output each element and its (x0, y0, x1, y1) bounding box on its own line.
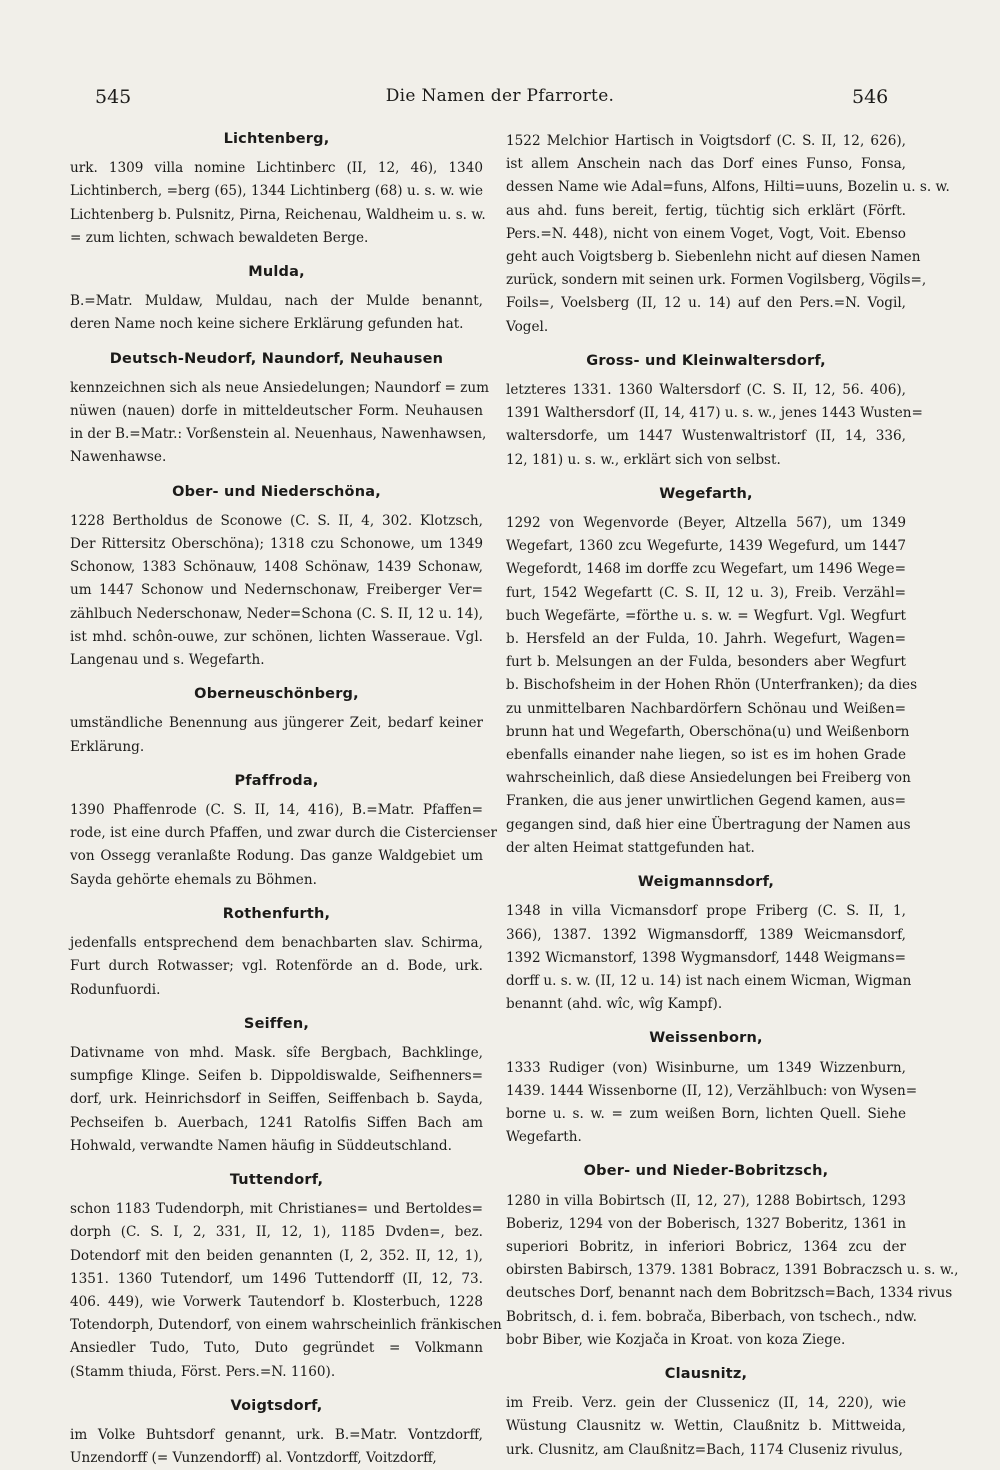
text-line: borne u. s. w. = zum weißen Born, lichten Quell. Siehe (506, 1105, 906, 1122)
entry-heading: Oberneuschönberg, (194, 686, 359, 703)
entry-heading: Voigtsdorf, (230, 1397, 323, 1414)
text-line: Lichtinberch, =berg (65), 1344 Lichtinberg (68) u. s. w. wie (70, 183, 483, 200)
entry-heading: Gross- und Kleinwaltersdorf, (586, 352, 826, 369)
text-line: urk. Clusnitz, am Claußnitz=Bach, 1174 Cluseniz rivulus, (506, 1441, 903, 1458)
text-line: 366), 1387. 1392 Wigmansdorff, 1389 Weicmansdorf, (506, 926, 906, 943)
entry-body (70, 712, 483, 758)
text-line: 406. 449), wie Vorwerk Tautendorf b. Klosterbuch, 1228 (70, 1293, 483, 1310)
entry-heading: Weigmannsdorf, (637, 874, 775, 891)
entry-heading: Mulda, (248, 264, 305, 281)
text-line: Wüstung Clausnitz w. Wettin, Claußnitz b. Mittweida, (506, 1418, 906, 1435)
text-line: Foils=, Voelsberg (II, 12 u. 14) auf den Pers.=N. Vogil, (506, 295, 906, 312)
text-line: sumpfige Klinge. Seifen b. Dippoldiswalde, Seifhenners= (70, 1068, 483, 1085)
text-line: 1333 Rudiger (von) Wisinburne, um 1349 Wizzenburn, (506, 1059, 906, 1076)
entry-heading: Clausnitz, (664, 1365, 748, 1382)
text-line: Langenau und s. Wegefarth. (70, 652, 265, 669)
entry (70, 261, 483, 337)
text-line: Schonow, 1383 Schönauw, 1408 Schönaw, 1439 Schonaw, (70, 559, 483, 576)
text-line: furt b. Melsungen an der Fulda, besonders aber Wegfurt (506, 654, 906, 671)
text-line: ebenfalls einander nahe liegen, so ist es im hohen Grade (506, 747, 906, 764)
text-line: von Ossegg veranlaßte Rodung. Das ganze Waldgebiet um (70, 848, 483, 865)
entry (70, 481, 483, 673)
text-line: Ansiedler Tudo, Tuto, Duto gegründet = Volkmann (70, 1340, 483, 1357)
text-line: Rodunfuordi. (70, 981, 161, 998)
text-line: dorff u. s. w. (II, 12 u. 14) ist nach einem Wicman, Wigman (506, 972, 912, 989)
entry-body (70, 932, 483, 1002)
text-line: 1280 in villa Bobirtsch (II, 12, 27), 1288 Bobirtsch, 1293 (506, 1192, 906, 1209)
entry-body (70, 1042, 483, 1158)
text-line: 1348 in villa Vicmansdorf prope Friberg (C. S. II, 1, (506, 903, 906, 920)
text-line: zählbuch Nederschonaw, Neder=Schona (C. S. II, 12 u. 14), (70, 605, 484, 622)
running-title: Die Namen der Pfarrorte. (385, 86, 615, 106)
text-line: Pers.=N. 448), nicht von einem Voget, Vogt, Voit. Ebenso (506, 225, 906, 242)
text-line: Pechseifen b. Auerbach, 1241 Ratolfis Siffen Bach am (70, 1114, 483, 1131)
text-line: Wegefarth. (506, 1129, 582, 1146)
text-line: 1439. 1444 Wissenborne (II, 12), Verzählbuch: von Wysen= (506, 1082, 918, 1099)
text-line: jedenfalls entsprechend dem benachbarten slav. Schirma, (70, 935, 483, 952)
text-line: B.=Matr. Muldaw, Muldau, nach der Mulde benannt, (70, 293, 483, 310)
entry-heading: Ober- und Nieder-Bobritzsch, (583, 1163, 829, 1180)
right-entries (506, 350, 959, 1462)
entry (506, 1363, 906, 1462)
entry (70, 683, 483, 759)
text-line: obirsten Babirsch, 1379. 1381 Bobracz, 1391 Bobraczsch u. s. w., (506, 1262, 959, 1279)
page-number-right: 546 (852, 86, 889, 108)
text-line: rode, ist eine durch Pfaffen, und zwar durch die Cistercienser (70, 825, 498, 842)
text-line: 1390 Phaffenrode (C. S. II, 14, 416), B.=Matr. Pfaffen= (70, 802, 483, 819)
entry (506, 483, 918, 860)
entry (70, 903, 483, 1002)
text-line: 1351. 1360 Tutendorf, um 1496 Tuttendorff (II, 12, 73. (70, 1270, 483, 1287)
text-line: brunn hat und Wegefarth, Oberschöna(u) und Weißenborn (506, 723, 910, 740)
text-line: Dotendorf mit den beiden genannten (I, 2, 352. II, 12, 1), (70, 1247, 483, 1264)
entry-body (70, 510, 483, 672)
entry-body (70, 1424, 483, 1470)
entry-body (506, 1057, 918, 1150)
entry-heading: Tuttendorf, (229, 1171, 324, 1188)
text-line: Unzendorff (= Vunzendorff) al. Vontzdorff, Voitzdorff, (70, 1450, 437, 1467)
entry-body (70, 1198, 502, 1384)
text-line: 1392 Wicmanstorf, 1398 Wygmansdorf, 1448 Weigmans= (506, 949, 906, 966)
text-line: Totendorph, Dutendorf, von einem wahrscheinlich fränkischen (70, 1317, 502, 1334)
text-line: zurück, sondern mit seinen urk. Formen Vogilsberg, Vögils=, (506, 272, 927, 289)
text-line: = zum lichten, schwach bewaldeten Berge. (70, 229, 369, 246)
entry-body (70, 377, 489, 470)
text-line: im Freib. Verz. gein der Clussenicz (II, 14, 220), wie (506, 1395, 906, 1412)
text-line: waltersdorfe, um 1447 Wustenwaltristorf (II, 14, 336, (506, 428, 906, 445)
text-line: nüwen (nauen) dorfe in mitteldeutscher Form. Neuhausen (70, 403, 483, 420)
text-line: Bobritsch, d. i. fem. bobrača, Biberbach, von tschech., ndw. (506, 1308, 917, 1325)
entry (506, 1160, 959, 1352)
entry-heading: Seiffen, (243, 1015, 310, 1032)
text-line: Dativname von mhd. Mask. sîfe Bergbach, Bachklinge, (70, 1044, 483, 1061)
entry (506, 871, 912, 1016)
text-line: Furt durch Rotwasser; vgl. Rotenförde an d. Bode, urk. (70, 958, 483, 975)
text-line: Vogel. (506, 318, 549, 335)
text-line: kennzeichnen sich als neue Ansiedelungen; Naundorf = zum (70, 379, 489, 396)
text-line: gegangen sind, daß hier eine Übertragung der Namen aus (506, 816, 911, 833)
entry-body (70, 290, 483, 336)
text-line: letzteres 1331. 1360 Waltersdorf (C. S. II, 12, 56. 406), (506, 382, 906, 399)
entry-body (70, 799, 498, 892)
text-line: 1228 Bertholdus de Sconowe (C. S. II, 4, 302. Klotzsch, (70, 512, 483, 529)
text-line: Wegefordt, 1468 im dorffe zcu Wegefart, um 1496 Wege= (506, 561, 906, 578)
entry-body (506, 379, 923, 472)
text-line: dorph (C. S. I, 2, 331, II, 12, 1), 1185 Dvden=, bez. (70, 1224, 483, 1241)
entry-body (506, 900, 912, 1016)
text-line: 1292 von Wegenvorde (Beyer, Altzella 567), um 1349 (506, 515, 906, 532)
entry (70, 1395, 483, 1470)
text-line: Hohwald, verwandte Namen häufig in Süddeutschland. (70, 1137, 452, 1154)
entry-heading: Deutsch-Neudorf, Naundorf, Neuhausen (109, 350, 444, 367)
text-line: wahrscheinlich, daß diese Ansiedelungen bei Freiberg von (506, 770, 911, 787)
entry-heading: Lichtenberg, (223, 131, 330, 147)
text-line: (Stamm thiuda, Först. Pers.=N. 1160). (70, 1363, 336, 1380)
entry (70, 770, 498, 892)
text-line: Nawenhawse. (70, 449, 167, 466)
text-line: Wegefart, 1360 zcu Wegefurte, 1439 Wegefurd, um 1447 (506, 538, 906, 555)
text-line: superiori Bobritz, in inferiori Bobricz, 1364 zcu der (506, 1238, 906, 1255)
text-line: ist mhd. schôn-ouwe, zur schönen, lichten Wasseraue. Vgl. (70, 628, 483, 645)
text-line: ist allem Anschein nach das Dorf eines Funso, Fonsa, (506, 156, 906, 173)
text-line: Der Rittersitz Oberschöna); 1318 czu Schonowe, um 1349 (70, 536, 483, 553)
text-line: Sayda gehörte ehemals zu Böhmen. (70, 871, 317, 888)
text-line: urk. 1309 villa nomine Lichtinberc (II, 12, 46), 1340 (70, 160, 483, 177)
entry-heading: Wegefarth, (659, 485, 753, 502)
text-line: b. Hersfeld an der Fulda, 10. Jahrh. Wegefurt, Wagen= (506, 631, 906, 648)
text-line: um 1447 Schonow und Nedernschonaw, Freiberger Ver= (70, 582, 483, 599)
text-line: im Volke Buhtsdorf genannt, urk. B.=Matr. Vontzdorff, (70, 1426, 483, 1443)
continued-entry (506, 130, 950, 339)
entry-body (70, 157, 486, 250)
left-column (70, 128, 502, 1470)
text-line: benannt (ahd. wîc, wîg Kampf). (506, 996, 723, 1013)
text-line: 1522 Melchior Hartisch in Voigtsdorf (C. S. II, 12, 626), (506, 133, 906, 149)
text-line: schon 1183 Tudendorph, mit Christianes= und Bertoldes= (70, 1201, 483, 1218)
text-line: 1391 Walthersdorf (II, 14, 417) u. s. w., jenes 1443 Wusten= (506, 405, 923, 422)
text-line: deutsches Dorf, benannt nach dem Bobritzsch=Bach, 1334 rivus (506, 1285, 953, 1302)
right-column (506, 130, 959, 1462)
text-line: dessen Name wie Adal=funs, Alfons, Hilti=uuns, Bozelin u. s. w. (506, 179, 950, 196)
entry-body (506, 1190, 959, 1352)
entry-body (506, 512, 918, 860)
text-line: in der B.=Matr.: Vorßenstein al. Neuenhaus, Nawenhawsen, (70, 426, 487, 443)
entry-heading: Pfaffroda, (234, 772, 319, 789)
entry-body (506, 1392, 906, 1462)
entry (70, 1169, 502, 1384)
entry-heading: Ober- und Niederschöna, (172, 483, 381, 500)
entry-heading: Rothenfurth, (222, 905, 331, 922)
text-line: Lichtenberg b. Pulsnitz, Pirna, Reichenau, Waldheim u. s. w. (70, 206, 486, 223)
text-line: geht auch Voigtsberg b. Siebenlehn nicht auf diesen Namen (506, 249, 921, 266)
entry (506, 1027, 918, 1149)
text-line: Boberiz, 1294 von der Boberisch, 1327 Boberitz, 1361 in (506, 1215, 906, 1232)
entry (70, 1013, 483, 1158)
text-line: furt, 1542 Wegefartt (C. S. II, 12 u. 3), Freib. Verzähl= (506, 584, 906, 601)
text-line: b. Bischofsheim in der Hohen Rhön (Unterfranken); da dies (506, 677, 918, 694)
text-line: aus ahd. funs bereit, fertig, tüchtig sich erklärt (Förft. (506, 202, 906, 219)
entry-heading: Weissenborn, (649, 1030, 763, 1047)
text-line: buch Wegefärte, =förthe u. s. w. = Wegfurt. Vgl. Wegfurt (506, 607, 906, 624)
text-line: zu unmittelbaren Nachbardörfern Schönau und Weißen= (506, 700, 906, 717)
text-line: der alten Heimat stattgefunden hat. (506, 839, 755, 856)
text-line: Erklärung. (70, 738, 145, 755)
text-line: dorf, urk. Heinrichsdorf in Seiffen, Seiffenbach b. Sayda, (70, 1091, 483, 1108)
entry (70, 128, 486, 250)
entry (506, 350, 923, 472)
text-line: Franken, die aus jener unwirtlichen Gegend kamen, aus= (506, 793, 906, 810)
text-line: umständliche Benennung aus jüngerer Zeit, bedarf keiner (70, 715, 483, 732)
text-line: deren Name noch keine sichere Erklärung gefunden hat. (70, 316, 464, 333)
text-line: 12, 181) u. s. w., erklärt sich von selbst. (506, 451, 781, 468)
text-line: bobr Biber, wie Kozjača in Kroat. von koza Ziege. (506, 1331, 846, 1348)
entry (70, 348, 489, 470)
page-number-left: 545 (95, 86, 132, 108)
